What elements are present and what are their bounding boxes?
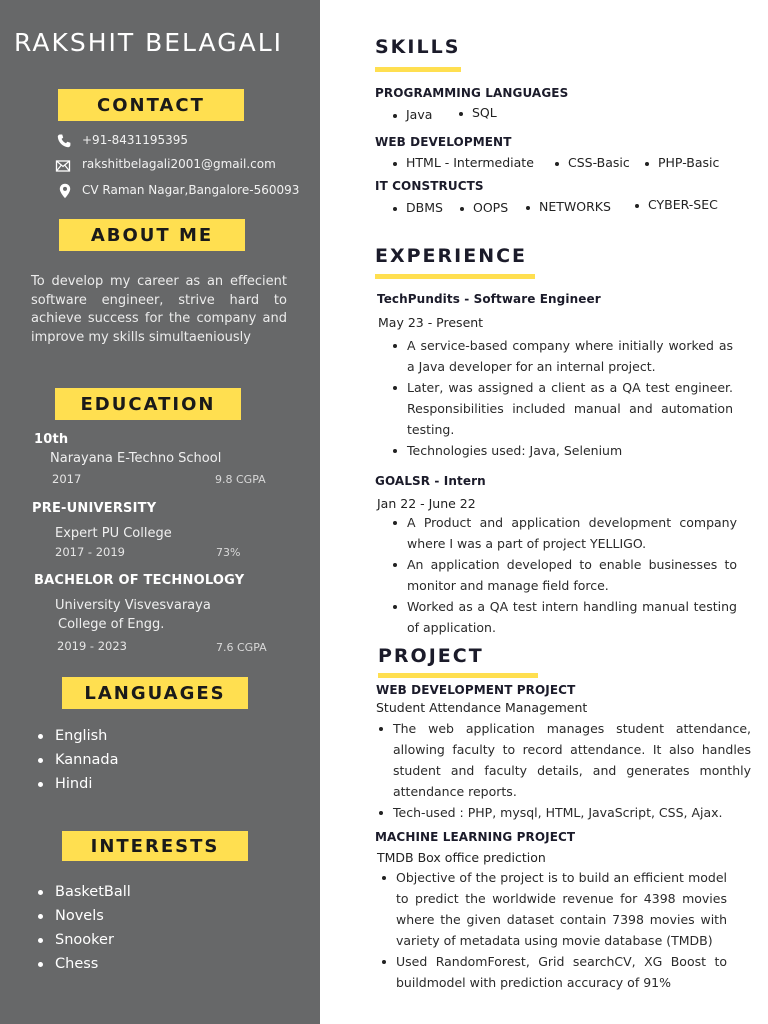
list-item: Kannada <box>38 748 119 772</box>
skills-heading: SKILLS <box>375 36 461 58</box>
job-2-bullets <box>407 512 737 638</box>
sidebar <box>0 0 320 1024</box>
project-underline <box>378 673 538 678</box>
languages-heading: LANGUAGES <box>62 677 248 709</box>
edu-tenth-grade: 9.8 CGPA <box>215 473 266 486</box>
list-item: Hindi <box>38 772 119 796</box>
contact-heading: CONTACT <box>58 89 244 121</box>
web-heading: WEB DEVELOPMENT <box>375 135 512 149</box>
job-2-period: Jan 22 - June 22 <box>377 496 476 511</box>
skills-underline <box>375 67 461 72</box>
list-item: SQL <box>472 105 497 120</box>
list-item: PHP-Basic <box>658 155 720 170</box>
envelope-icon <box>55 158 71 174</box>
project-2-heading: MACHINE LEARNING PROJECT <box>375 830 576 844</box>
list-item: Java <box>406 107 433 122</box>
job-1-bullets <box>407 335 733 461</box>
list-item: NETWORKS <box>539 199 611 214</box>
programming-heading: PROGRAMMING LANGUAGES <box>375 86 569 100</box>
edu-tenth-level: 10th <box>34 432 69 447</box>
interests-heading: INTERESTS <box>62 831 248 861</box>
list-item: An application developed to enable businesses to monitor and manage field force. <box>407 554 737 596</box>
edu-btech-level: BACHELOR OF TECHNOLOGY <box>34 573 245 588</box>
edu-puc-school: Expert PU College <box>55 526 172 541</box>
contact-phone: +91-8431195395 <box>82 133 189 147</box>
edu-puc-year: 2017 - 2019 <box>55 545 125 559</box>
list-item: Objective of the project is to build an efficient model to predict the worldwide revenue for 4398 movies where the given dataset contain 7398 movies with variety of metadata using movie database (TMDB) <box>396 867 727 951</box>
experience-heading: EXPERIENCE <box>375 245 528 267</box>
location-pin-icon <box>57 183 73 199</box>
project-1-bullets <box>393 718 751 823</box>
contact-email: rakshitbelagali2001@gmail.com <box>82 157 276 171</box>
edu-puc-level: PRE-UNIVERSITY <box>32 501 157 516</box>
project-1-name: Student Attendance Management <box>376 700 588 715</box>
list-item: Worked as a QA test intern handling manual testing of application. <box>407 596 737 638</box>
languages-list <box>38 724 119 796</box>
list-item: OOPS <box>473 200 509 215</box>
job-1-role: TechPundits - Software Engineer <box>377 292 601 306</box>
list-item: Technologies used: Java, Selenium <box>407 440 733 461</box>
list-item: HTML - Intermediate <box>406 155 534 170</box>
contact-address: CV Raman Nagar,Bangalore-560093 <box>82 183 300 197</box>
experience-underline <box>375 274 535 279</box>
list-item: A Product and application development company where I was a part of project YELLIGO. <box>407 512 737 554</box>
edu-puc-grade: 73% <box>216 546 241 559</box>
edu-btech-year: 2019 - 2023 <box>57 639 127 653</box>
list-item: BasketBall <box>38 880 131 904</box>
about-text: To develop my career as an effecient software engineer, strive hard to achieve success for the company and improve my skills simultaeniously <box>31 274 287 345</box>
list-item: Novels <box>38 904 131 928</box>
list-item: Snooker <box>38 928 131 952</box>
interests-list <box>38 880 131 976</box>
list-item: Chess <box>38 952 131 976</box>
list-item: English <box>38 724 119 748</box>
job-1-period: May 23 - Present <box>378 315 484 330</box>
list-item: A service-based company where initially worked as a Java developer for an internal project. <box>407 335 733 377</box>
list-item: Tech-used : PHP, mysql, HTML, JavaScript, CSS, Ajax. <box>393 802 751 823</box>
phone-icon <box>56 133 72 149</box>
project-heading: PROJECT <box>378 645 484 667</box>
edu-tenth-year: 2017 <box>52 472 82 486</box>
job-2-role: GOALSR - Intern <box>375 474 486 488</box>
edu-tenth-school: Narayana E-Techno School <box>50 451 222 466</box>
project-1-heading: WEB DEVELOPMENT PROJECT <box>376 683 576 697</box>
list-item: Later, was assigned a client as a QA test engineer. Responsibilities included manual and automation testing. <box>407 377 733 440</box>
list-item: The web application manages student attendance, allowing faculty to record attendance. It also handles student and faculty details, and generates monthly attendance reports. <box>393 718 751 802</box>
candidate-name: RAKSHIT BELAGALI <box>14 28 283 57</box>
list-item: Used RandomForest, Grid searchCV, XG Boost to buildmodel with prediction accuracy of 91% <box>396 951 727 993</box>
it-heading: IT CONSTRUCTS <box>375 179 484 193</box>
list-item: CYBER-SEC <box>648 197 718 212</box>
education-heading: EDUCATION <box>55 388 241 420</box>
edu-btech-school-line1: University Visvesvaraya <box>55 598 211 613</box>
edu-btech-school-line2: College of Engg. <box>58 617 165 632</box>
list-item: CSS-Basic <box>568 155 630 170</box>
edu-btech-grade: 7.6 CGPA <box>216 641 267 654</box>
project-2-bullets <box>396 867 727 993</box>
project-2-name: TMDB Box office prediction <box>377 850 546 865</box>
list-item: DBMS <box>406 200 443 215</box>
about-heading: ABOUT ME <box>59 219 245 251</box>
